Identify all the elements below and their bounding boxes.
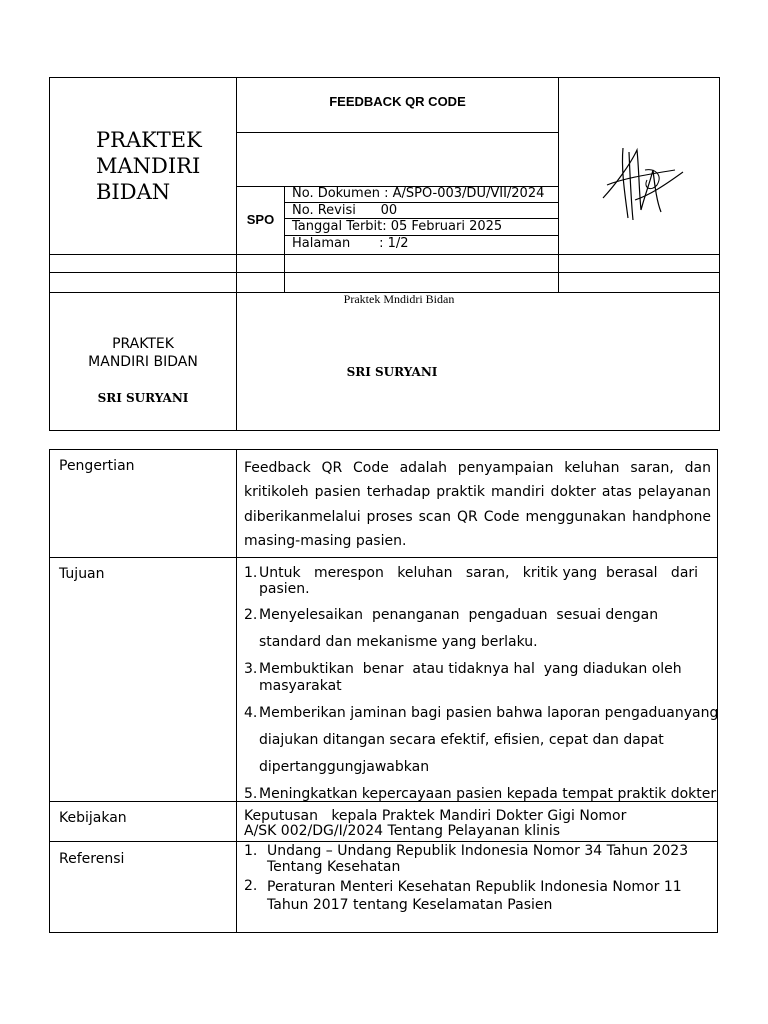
list-text: Undang – Undang Republik Indonesia Nomor 34 Tahun 2023	[267, 843, 689, 859]
list-text: Tentang Kesehatan	[267, 859, 401, 875]
list-text: Meningkatkan kepercayaan pasien kepada tempat praktik dokter	[259, 786, 717, 802]
list-text: masyarakat	[259, 678, 342, 694]
org-center-caption: Praktek Mndidri Bidan	[343, 292, 455, 306]
doc-title: FEEDBACK QR CODE	[329, 94, 466, 109]
kebijakan-line: A/SK 002/DG/I/2024 Tentang Pelayanan klinis	[244, 823, 561, 839]
list-text: dipertanggungjawabkan	[259, 759, 430, 775]
kebijakan-label: Kebijakan	[59, 810, 127, 826]
list-text: Menyelesaikan penanganan pengaduan sesuai dengan	[259, 607, 659, 623]
org-name-line: BIDAN	[96, 180, 171, 204]
referensi-label: Referensi	[59, 851, 125, 867]
list-number: 3.	[244, 661, 258, 677]
list-text: pasien.	[259, 581, 310, 597]
list-item	[244, 565, 714, 605]
pengertian-line: diberikanmelalui proses scan QR Code menggunakan handphone	[244, 509, 711, 525]
org-left-name: SRI SURYANI	[97, 391, 189, 405]
list-number: 1.	[244, 843, 258, 859]
list-text: Membuktikan benar atau tidaknya hal yang diadukan oleh	[259, 661, 682, 677]
tujuan-label: Tujuan	[59, 566, 105, 582]
list-text: Peraturan Menteri Kesehatan Republik Indonesia Nomor 11	[267, 879, 682, 895]
pengertian-line: kritikoleh pasien terhadap praktik mandiri dokter atas pelayanan	[244, 484, 711, 500]
list-number: 2.	[244, 607, 258, 623]
list-text: Memberikan jaminan bagi pasien bahwa laporan pengaduanyang	[259, 705, 719, 721]
org-center-name: SRI SURYANI	[346, 365, 438, 379]
pengertian-text	[244, 456, 711, 553]
pengertian-label: Pengertian	[59, 458, 135, 474]
org-name-line: MANDIRI	[96, 154, 201, 178]
issue-date: Tanggal Terbit: 05 Februari 2025	[292, 219, 503, 234]
kebijakan-text	[244, 809, 626, 839]
list-text: diajukan ditangan secara efektif, efisien, cepat dan dapat	[259, 732, 664, 748]
list-number: 5.	[244, 786, 258, 802]
kebijakan-line: Keputusan kepala Praktek Mandiri Dokter Gigi Nomor	[244, 808, 627, 824]
list-number: 4.	[244, 705, 258, 721]
page-number: Halaman : 1/2	[292, 236, 409, 251]
list-text: Untuk merespon keluhan saran, kritik yang berasal dari	[259, 565, 699, 581]
revision: No. Revisi 00	[292, 203, 398, 218]
org-name	[96, 127, 236, 205]
list-number: 2.	[244, 878, 258, 894]
list-text: Tahun 2017 tentang Keselamatan Pasien	[267, 897, 553, 913]
signature	[595, 140, 695, 230]
org-left-line1: PRAKTEK	[112, 336, 174, 352]
list-text: standard dan mekanisme yang berlaku.	[259, 634, 538, 650]
org-left-block	[50, 336, 236, 405]
list-number: 1.	[244, 565, 258, 581]
org-left-line2: MANDIRI BIDAN	[88, 354, 198, 370]
pengertian-line: masing-masing pasien.	[244, 533, 407, 549]
org-name-line: PRAKTEK	[96, 128, 202, 152]
spo-label: SPO	[246, 212, 275, 227]
pengertian-line: Feedback QR Code adalah penyampaian keluhan saran, dan	[244, 460, 711, 476]
doc-number: No. Dokumen : A/SPO-003/DU/VII/2024	[292, 186, 545, 201]
